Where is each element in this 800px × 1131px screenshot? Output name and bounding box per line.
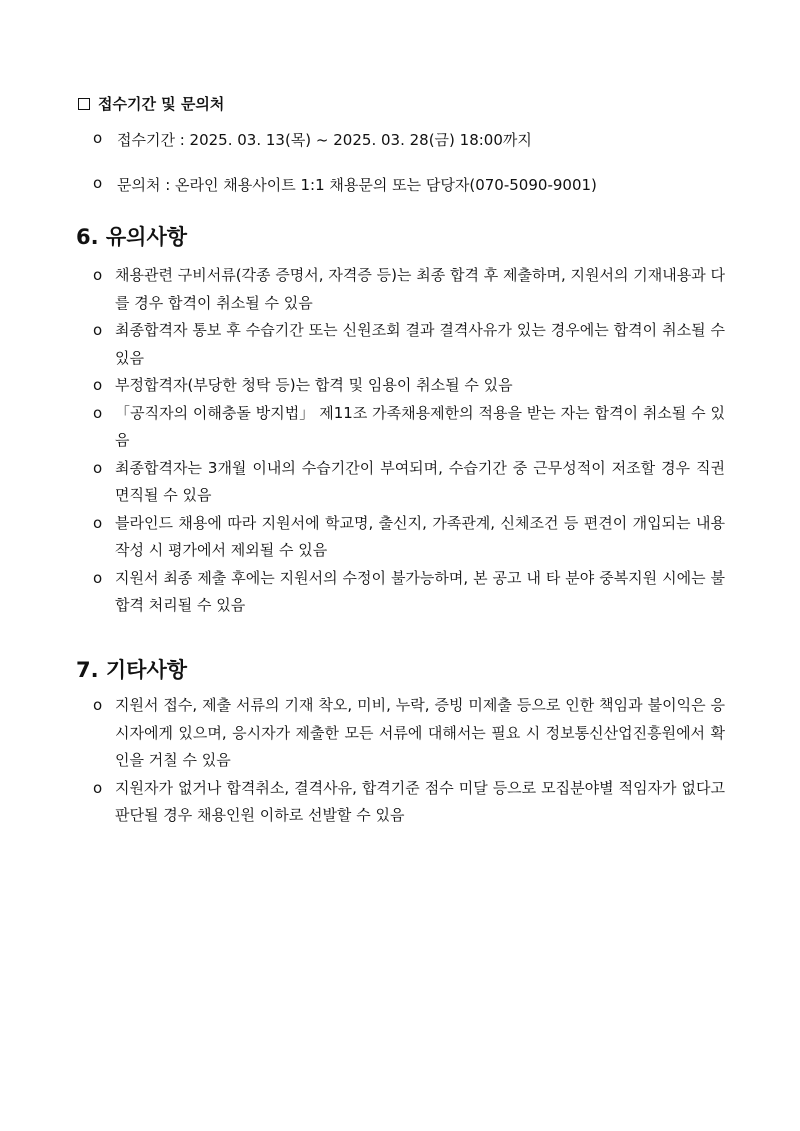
section-7-heading: 7. 기타사항 (76, 658, 188, 682)
list-item-text: 「공직자의 이해충돌 방지법」 제11조 가족채용제한의 적용을 받는 자는 합격이 취소될 수 있음 (115, 403, 725, 449)
list-item (93, 775, 725, 830)
section-7-list (93, 692, 725, 830)
list-item-text: 최종합격자 통보 후 수습기간 또는 신원조회 결과 결격사유가 있는 경우에는 합격이 취소될 수 있음 (115, 321, 725, 367)
section-6-list (93, 262, 725, 620)
contact-section-title: 접수기간 및 문의처 (98, 95, 225, 113)
bullet-marker: o (93, 696, 103, 714)
list-item-text: 블라인드 채용에 따라 지원서에 학교명, 출신지, 가족관계, 신체조건 등 편견이 개입되는 내용 작성 시 평가에서 제외될 수 있음 (115, 513, 725, 559)
application-period-text: 접수기간 : 2025. 03. 13(목) ~ 2025. 03. 28(금) 18:00까지 (117, 131, 532, 149)
bullet-marker: o (93, 174, 103, 192)
bullet-marker: o (93, 129, 103, 147)
list-item (93, 372, 725, 400)
bullet-marker: o (93, 266, 103, 284)
bullet-marker: o (93, 778, 103, 797)
bullet-marker: o (93, 458, 103, 477)
list-item (93, 692, 725, 775)
checkbox-square-icon (78, 98, 90, 110)
bullet-marker: o (93, 403, 103, 422)
list-item-text: 최종합격자는 3개월 이내의 수습기간이 부여되며, 수습기간 중 근무성적이 저조할 경우 직권 면직될 수 있음 (115, 458, 725, 504)
list-item (93, 317, 725, 372)
list-item (93, 262, 725, 317)
section-6-heading: 6. 유의사항 (76, 225, 188, 249)
list-item-text: 지원자가 없거나 합격취소, 결격사유, 합격기준 점수 미달 등으로 모집분야별 적임자가 없다고 판단될 경우 채용인원 이하로 선발할 수 있음 (115, 778, 725, 824)
list-item-text: 지원서 접수, 제출 서류의 기재 착오, 미비, 누락, 증빙 미제출 등으로 인한 책임과 불이익은 응시자에게 있으며, 응시자가 제출한 모든 서류에 대해서는 필요 시 정보통신산업진흥원에서 확인을 거칠 수 있음 (115, 696, 725, 769)
bullet-marker: o (93, 513, 103, 532)
contact-section-heading (78, 93, 224, 114)
list-item (93, 510, 725, 565)
list-item (93, 400, 725, 455)
list-item-text: 지원서 최종 제출 후에는 지원서의 수정이 불가능하며, 본 공고 내 타 분야 중복지원 시에는 불합격 처리될 수 있음 (115, 568, 725, 614)
contact-info-text: 문의처 : 온라인 채용사이트 1:1 채용문의 또는 담당자(070-5090-9001) (117, 176, 597, 194)
list-item-text: 부정합격자(부당한 청탁 등)는 합격 및 임용이 취소될 수 있음 (115, 376, 513, 394)
application-period-line (93, 129, 532, 150)
bullet-marker: o (93, 321, 103, 339)
list-item (93, 565, 725, 620)
list-item-text: 채용관련 구비서류(각종 증명서, 자격증 등)는 최종 합격 후 제출하며, 지원서의 기재내용과 다를 경우 합격이 취소될 수 있음 (115, 266, 725, 312)
contact-info-line (93, 174, 597, 195)
list-item (93, 455, 725, 510)
bullet-marker: o (93, 376, 103, 394)
bullet-marker: o (93, 568, 103, 587)
